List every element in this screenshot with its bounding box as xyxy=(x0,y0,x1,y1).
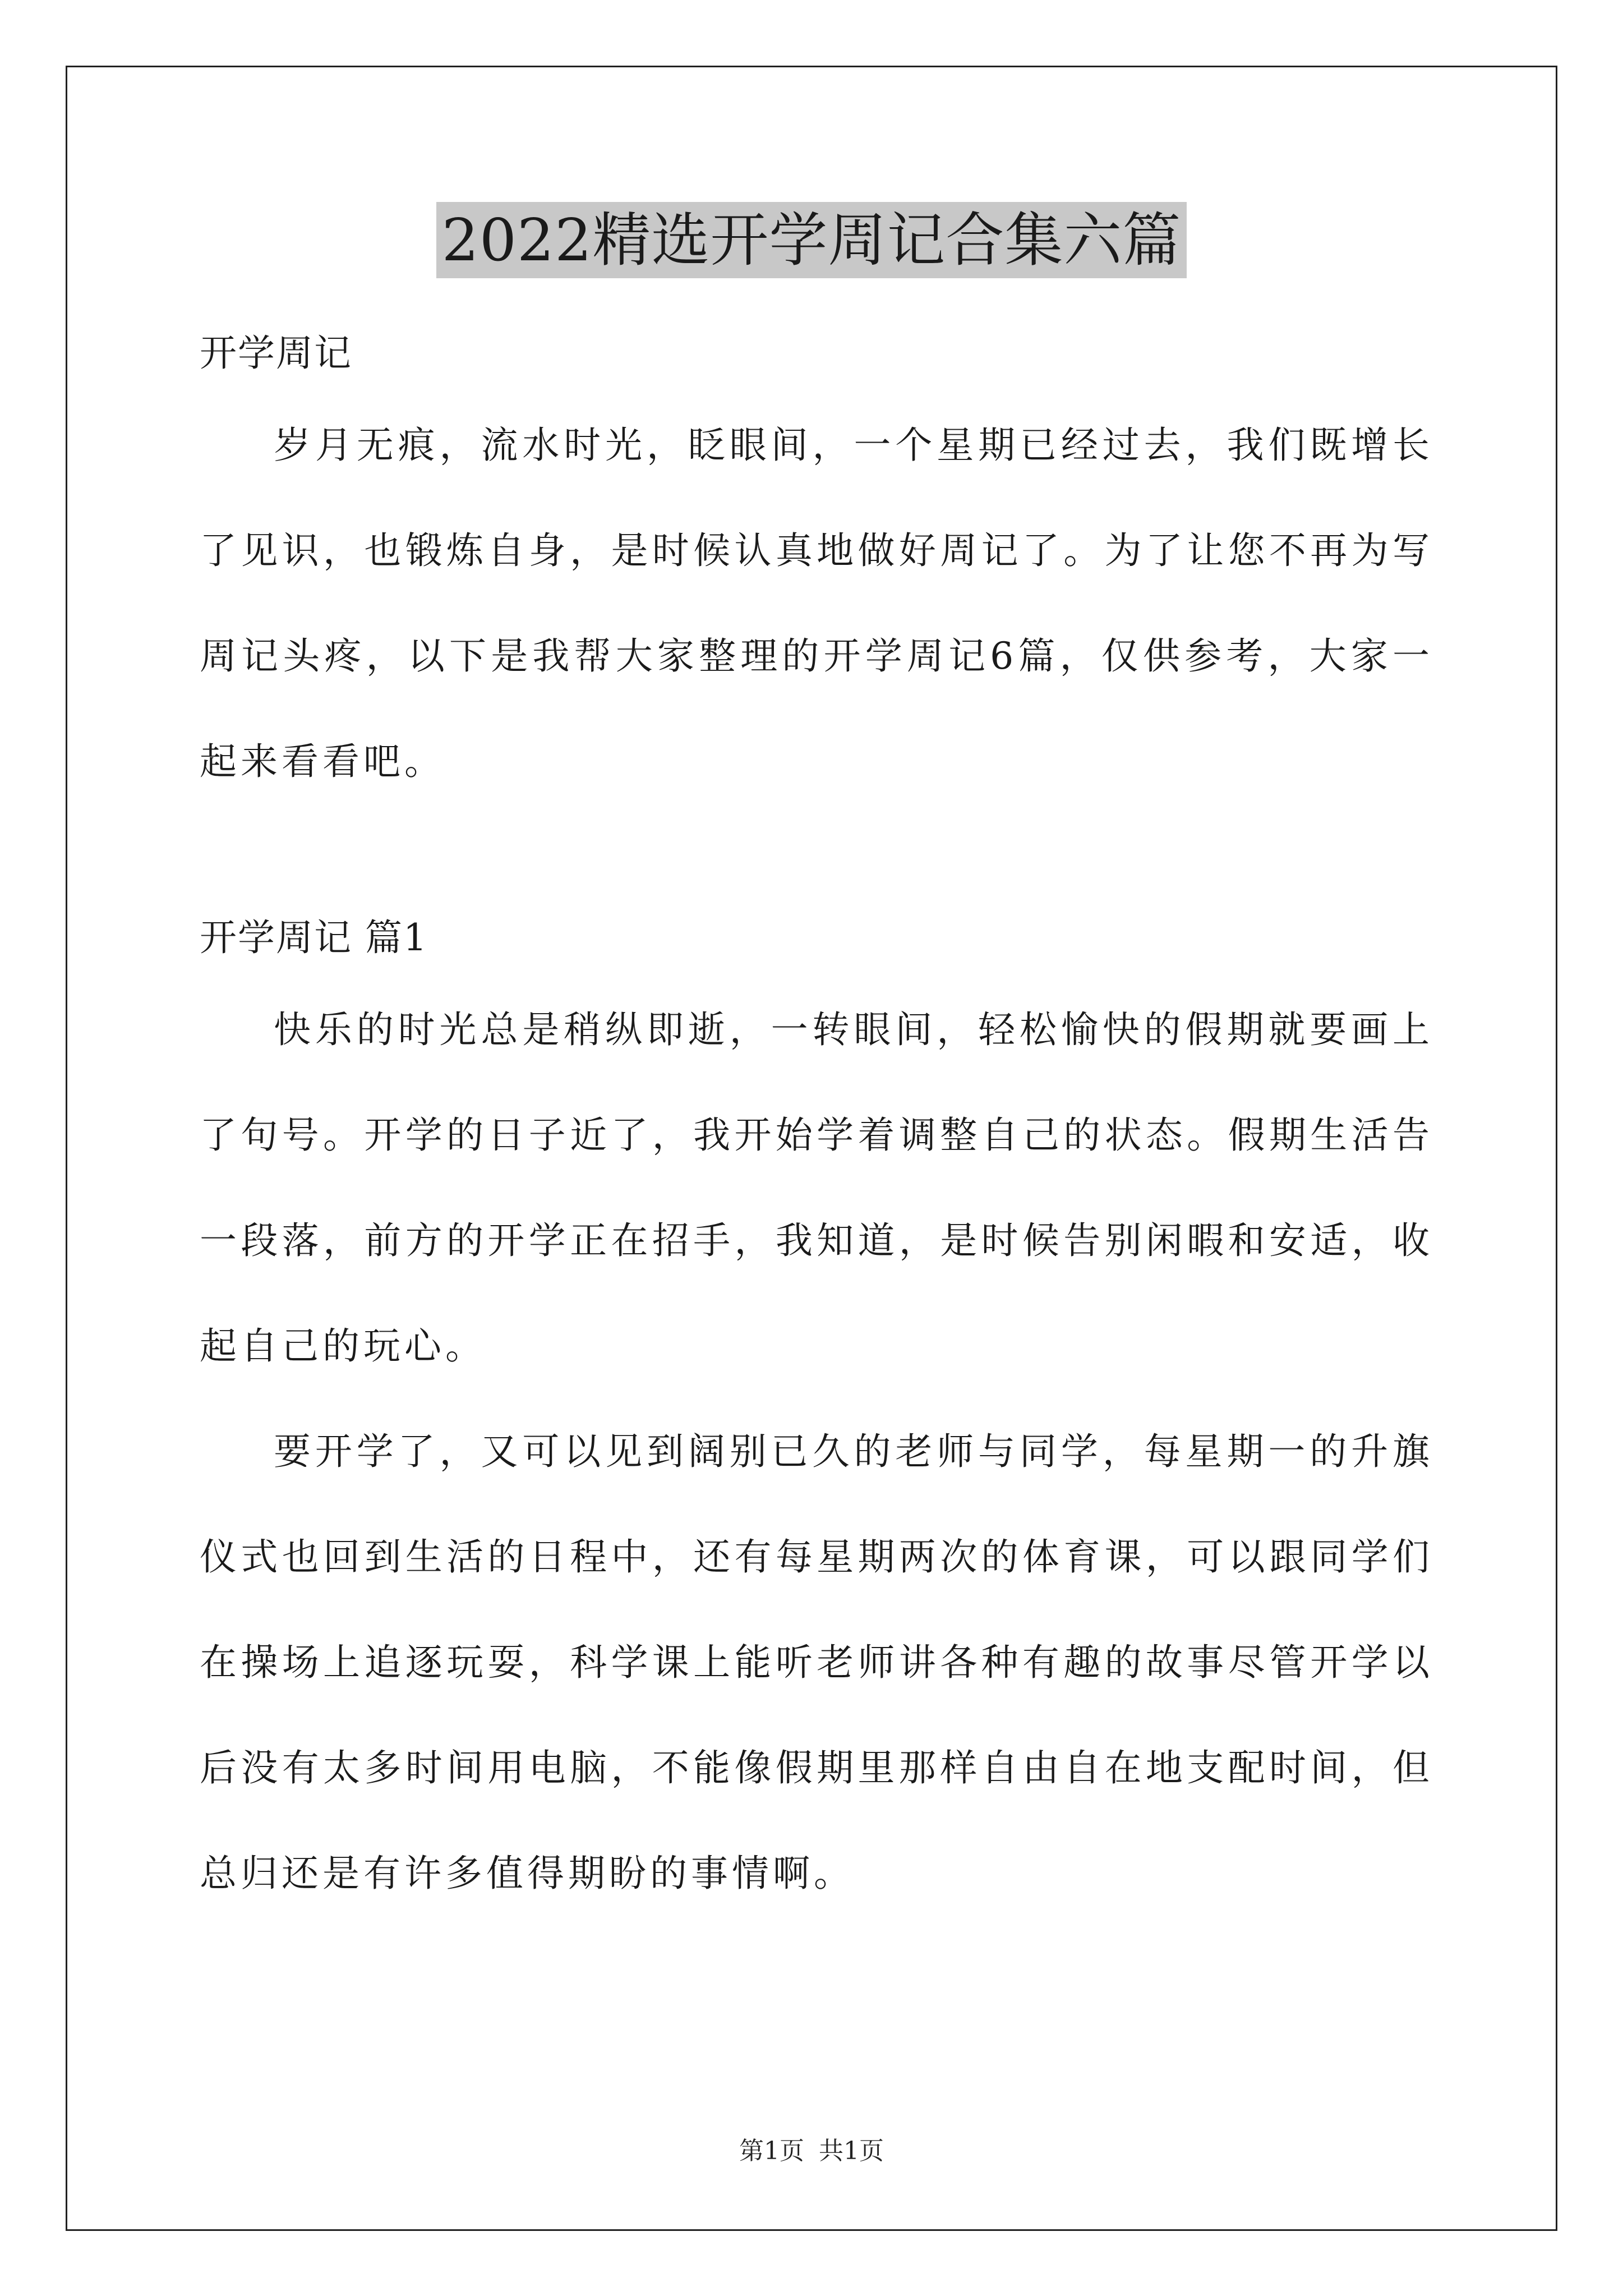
page-number-total: 共1页 xyxy=(819,2137,884,2165)
intro-paragraph: 岁月无痕，流水时光，眨眼间，一个星期已经过去，我们既增长了见识，也锻炼自身，是时候认真地做好周记了。为了让您不再为写周记头疼，以下是我帮大家整理的开学周记6篇，仅供参考，大家一起来看看吧。 xyxy=(200,424,1433,783)
section-1-paragraph-2: 要开学了，又可以见到阔别已久的老师与同学，每星期一的升旗仪式也回到生活的日程中，还有每星期两次的体育课，可以跟同学们在操场上追逐玩耍，科学课上能听老师讲各种有趣的故事尽管开学以后没有太多时间用电脑，不能像假期里那样自由自在地支配时间，但总归还是有许多值得期盼的事情啊。 xyxy=(200,1430,1433,1895)
document-title: 2022精选开学周记合集六篇 xyxy=(436,202,1187,278)
page-number-current: 第1页 xyxy=(739,2137,804,2165)
intro-heading: 开学周记 xyxy=(200,332,352,375)
title-container xyxy=(0,202,1623,278)
section-1-paragraph-1: 快乐的时光总是稍纵即逝，一转眼间，轻松愉快的假期就要画上了句号。开学的日子近了，我开始学着调整自己的状态。假期生活告一段落，前方的开学正在招手，我知道，是时候告别闲暇和安适，收起自己的玩心。 xyxy=(200,1008,1433,1368)
section-spacer xyxy=(200,815,1433,899)
page-footer xyxy=(0,2134,1623,2168)
document-body xyxy=(200,314,1433,1926)
section-1-heading: 开学周记 篇1 xyxy=(200,916,428,959)
